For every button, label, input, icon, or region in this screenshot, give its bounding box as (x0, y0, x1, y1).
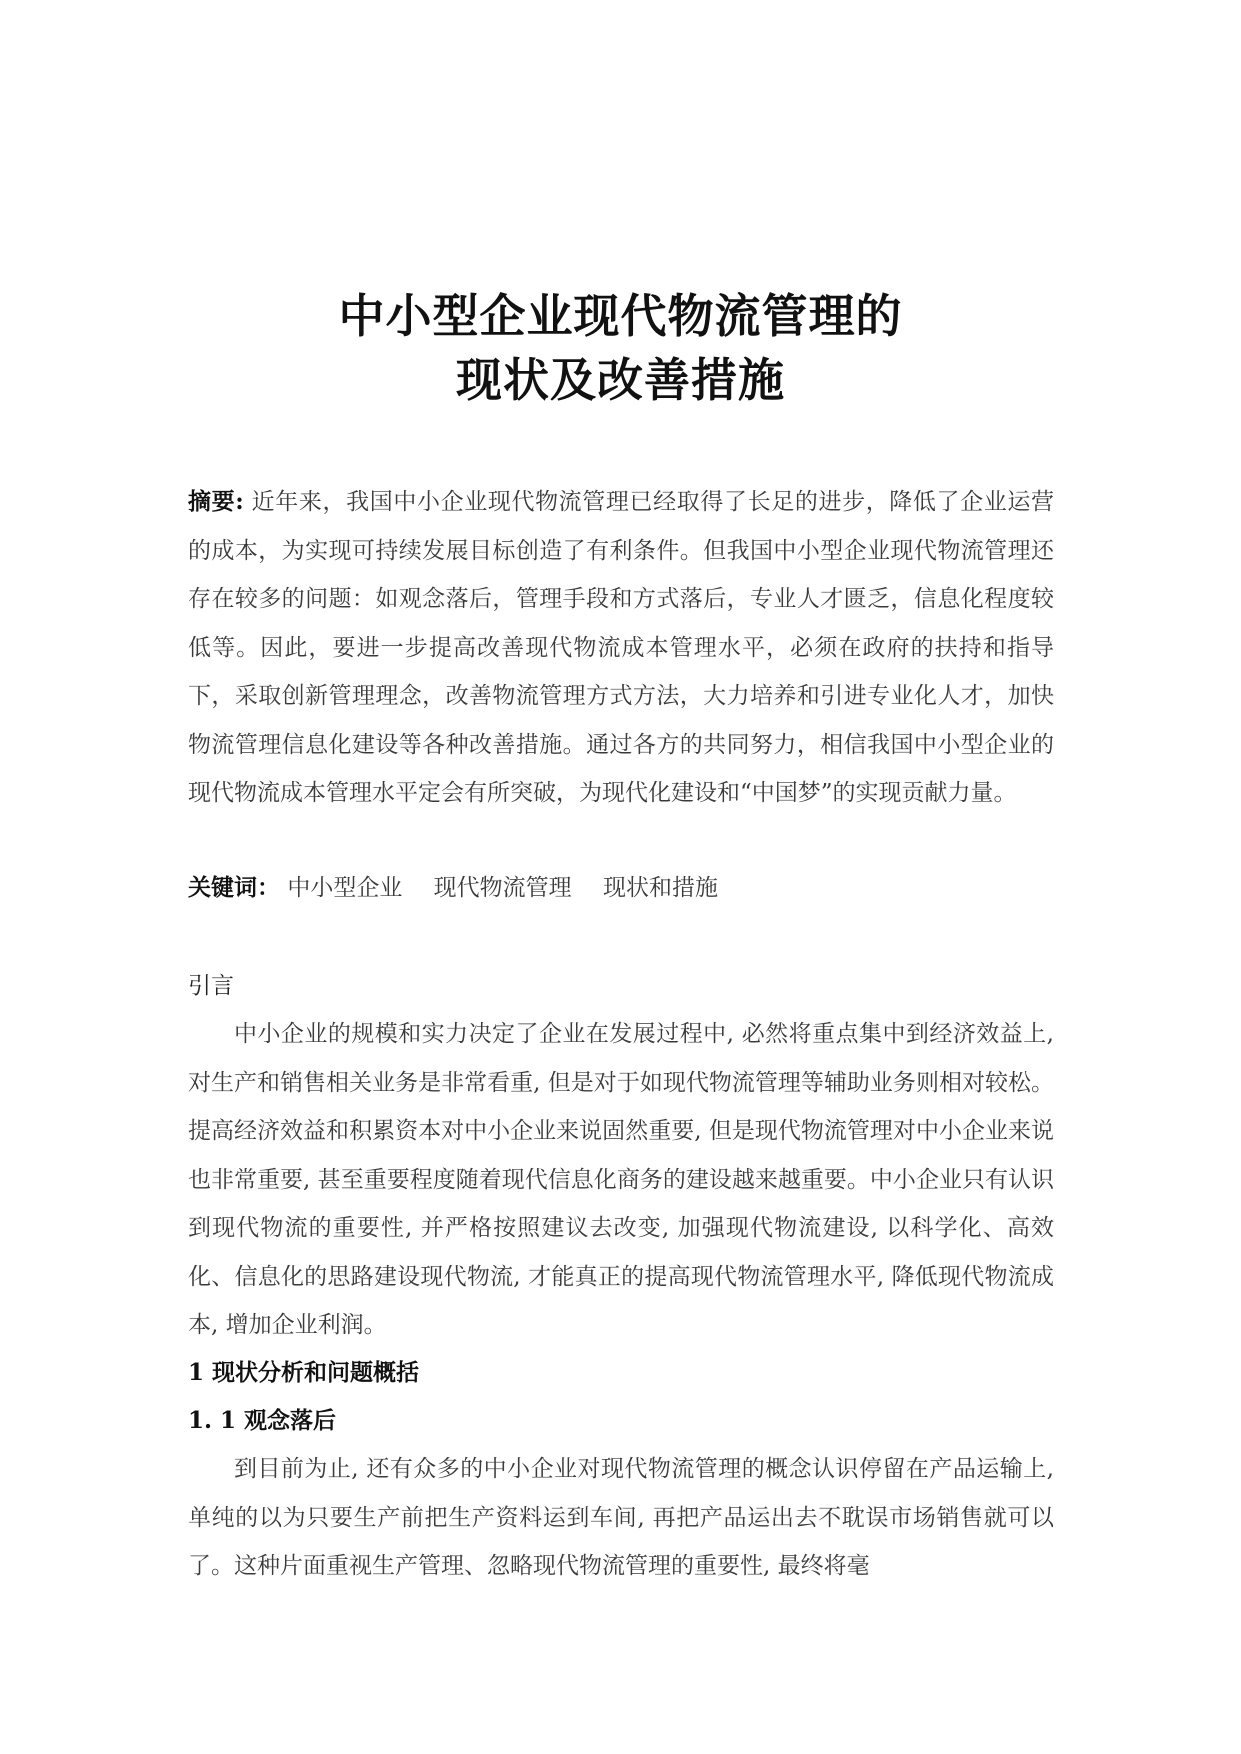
keywords-label: 关键词： (188, 874, 280, 901)
keyword-item: 现代物流管理 (433, 875, 572, 901)
document-title-line-1: 中小型企业现代物流管理的 (338, 289, 903, 343)
document-title-line-2: 现状及改善措施 (456, 353, 785, 407)
abstract-text: 近年来，我国中小企业现代物流管理已经取得了长足的进步，降低了企业运营的成本，为实现可持续发展目标创造了有利条件。但我国中小型企业现代物流管理还存在较多的问题：如观念落后，管理手段和方式落后，专业人才匮乏，信息化程度较低等。因此，要进一步提高改善现代物流成本管理水平，必须在政府的扶持和指导下，采取创新管理理念，改善物流管理方式方法，大力培养和引进专业化人才，加快物流管理信息化建设等各种改善措施。通过各方的共同努力，相信我国中小型企业的现代物流成本管理水平定会有所突破，为现代化建设和“中国梦”的实现贡献力量。 (188, 489, 1055, 806)
keywords-line (188, 864, 1054, 912)
section-1-heading: 1 现状分析和问题概括 (188, 1359, 420, 1386)
section-1-1-heading: 1. 1 观念落后 (188, 1407, 337, 1434)
section-1-1-paragraph: 到目前为止, 还有众多的中小企业对现代物流管理的概念认识停留在产品运输上, 单纯的以为只要生产前把生产资料运到车间, 再把产品运出去不耽误市场销售就可以了。这种片面重视生产管理、忽略现代物流管理的重要性, 最终将毫 (188, 1456, 1054, 1579)
intro-paragraph: 中小企业的规模和实力决定了企业在发展过程中, 必然将重点集中到经济效益上, 对生产和销售相关业务是非常看重, 但是对于如现代物流管理等辅助业务则相对较松。提高经济效益和积累资本对中小企业来说固然重要, 但是现代物流管理对中小企业来说也非常重要, 甚至重要程度随着现代信息化商务的建设越来越重要。中小企业只有认识到现代物流的重要性, 并严格按照建议去改变, 加强现代物流建设, 以科学化、高效化、信息化的思路建设现代物流, 才能真正的提高现代物流管理水平, 降低现代物流成本, 增加企业利润。 (188, 1021, 1054, 1338)
intro-heading: 引言 (188, 973, 234, 999)
abstract-paragraph (188, 478, 1054, 818)
keyword-item: 中小型企业 (287, 875, 403, 901)
abstract-label: 摘要: (188, 488, 244, 515)
keyword-item: 现状和措施 (602, 875, 718, 901)
